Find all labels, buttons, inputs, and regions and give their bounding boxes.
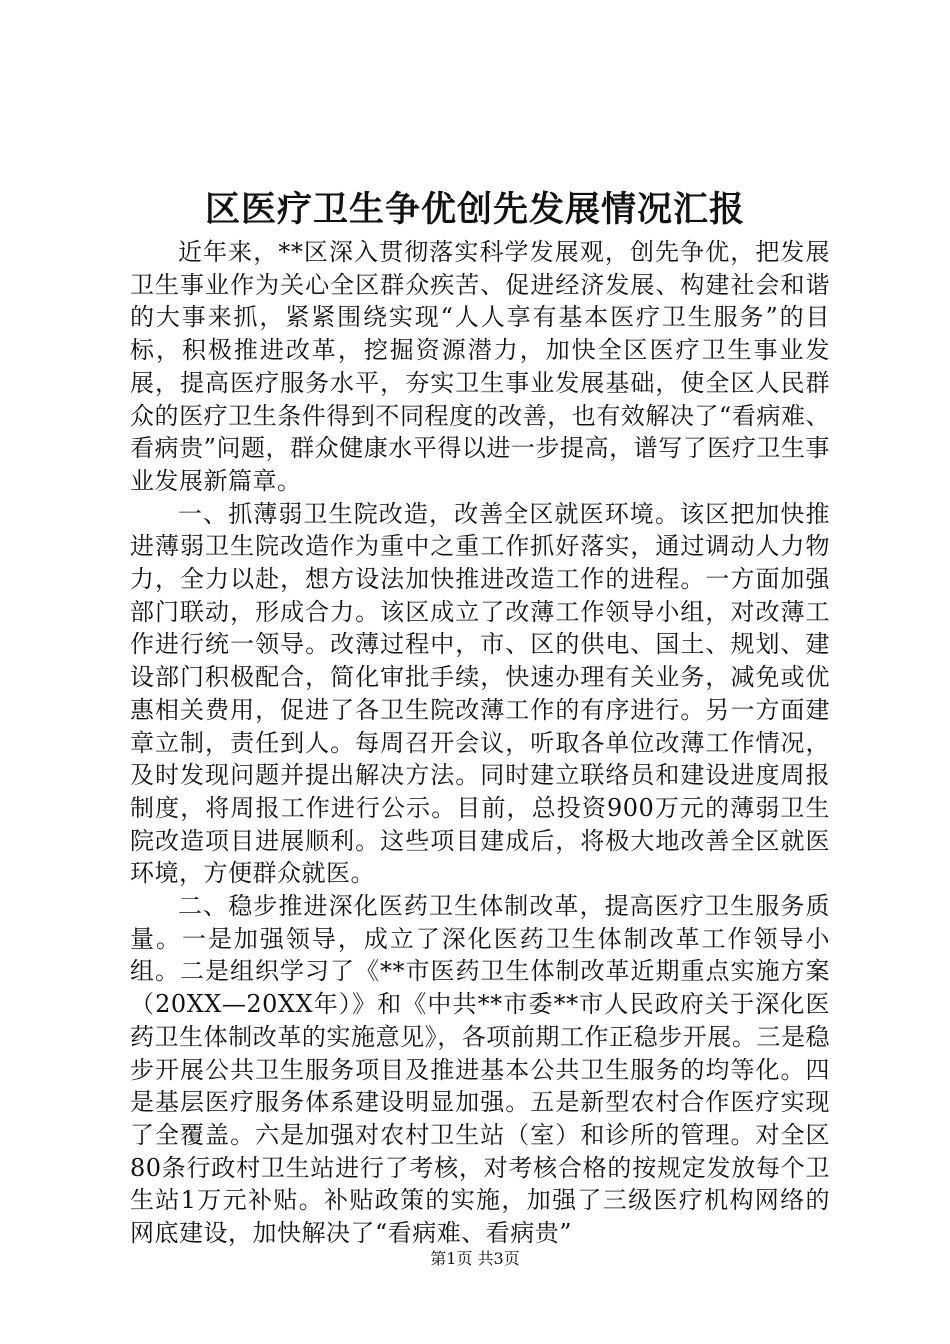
document-title: 区医疗卫生争优创先发展情况汇报 [204, 189, 745, 230]
paragraph-section-two: 二、稳步推进深化医药卫生体制改革，提高医疗卫生服务质量。一是加强领导，成立了深化医药卫生体制改革工作领导小组。二是组织学习了《**市医药卫生体制改革近期重点实施方案（20XX—20XX年）》和《中共**市委**市人民政府关于深化医药卫生体制改革的实施意见》，各项前期工作正稳步开展。三是稳步开展公共卫生服务项目及推进基本公共卫生服务的均等化。四是基层医疗服务体系建设明显加强。五是新型农村合作医疗实现了全覆盖。六是加强对农村卫生站（室）和诊所的管理。对全区80条行政村卫生站进行了考核，对考核合格的按规定发放每个卫生站1万元补贴。补贴政策的实施，加强了三级医疗机构网络的网底建设，加快解决了“看病难、看病贵” [130, 892, 830, 1248]
page-footer: 第1页 共3页 [430, 1249, 520, 1268]
paragraph-section-one: 一、抓薄弱卫生院改造，改善全区就医环境。该区把加快推进薄弱卫生院改造作为重中之重工作抓好落实，通过调动人力物力，全力以赴，想方设法加快推进改造工作的进程。一方面加强部门联动，形成合力。该区成立了改薄工作领导小组，对改薄工作进行统一领导。改薄过程中，市、区的供电、国土、规划、建设部门积极配合，简化审批手续，快速办理有关业务，减免或优惠相关费用，促进了各卫生院改薄工作的有序进行。另一方面建章立制，责任到人。每周召开会议，听取各单位改薄工作情况，及时发现问题并提出解决方法。同时建立联络员和建设进度周报制度，将周报工作进行公示。目前，总投资900万元的薄弱卫生院改造项目进展顺利。这些项目建成后，将极大地改善全区就医环境，方便群众就医。 [130, 499, 830, 888]
document-body [130, 236, 830, 1250]
paragraph-intro: 近年来，**区深入贯彻落实科学发展观，创先争优，把发展卫生事业作为关心全区群众疾苦、促进经济发展、构建社会和谐的大事来抓，紧紧围绕实现“人人享有基本医疗卫生服务”的目标，积极推进改革，挖掘资源潜力，加快全区医疗卫生事业发展，提高医疗服务水平，夯实卫生事业发展基础，使全区人民群众的医疗卫生条件得到不同程度的改善，也有效解决了“看病难、看病贵”问题，群众健康水平得以进一步提高，谱写了医疗卫生事业发展新篇章。 [130, 238, 830, 495]
